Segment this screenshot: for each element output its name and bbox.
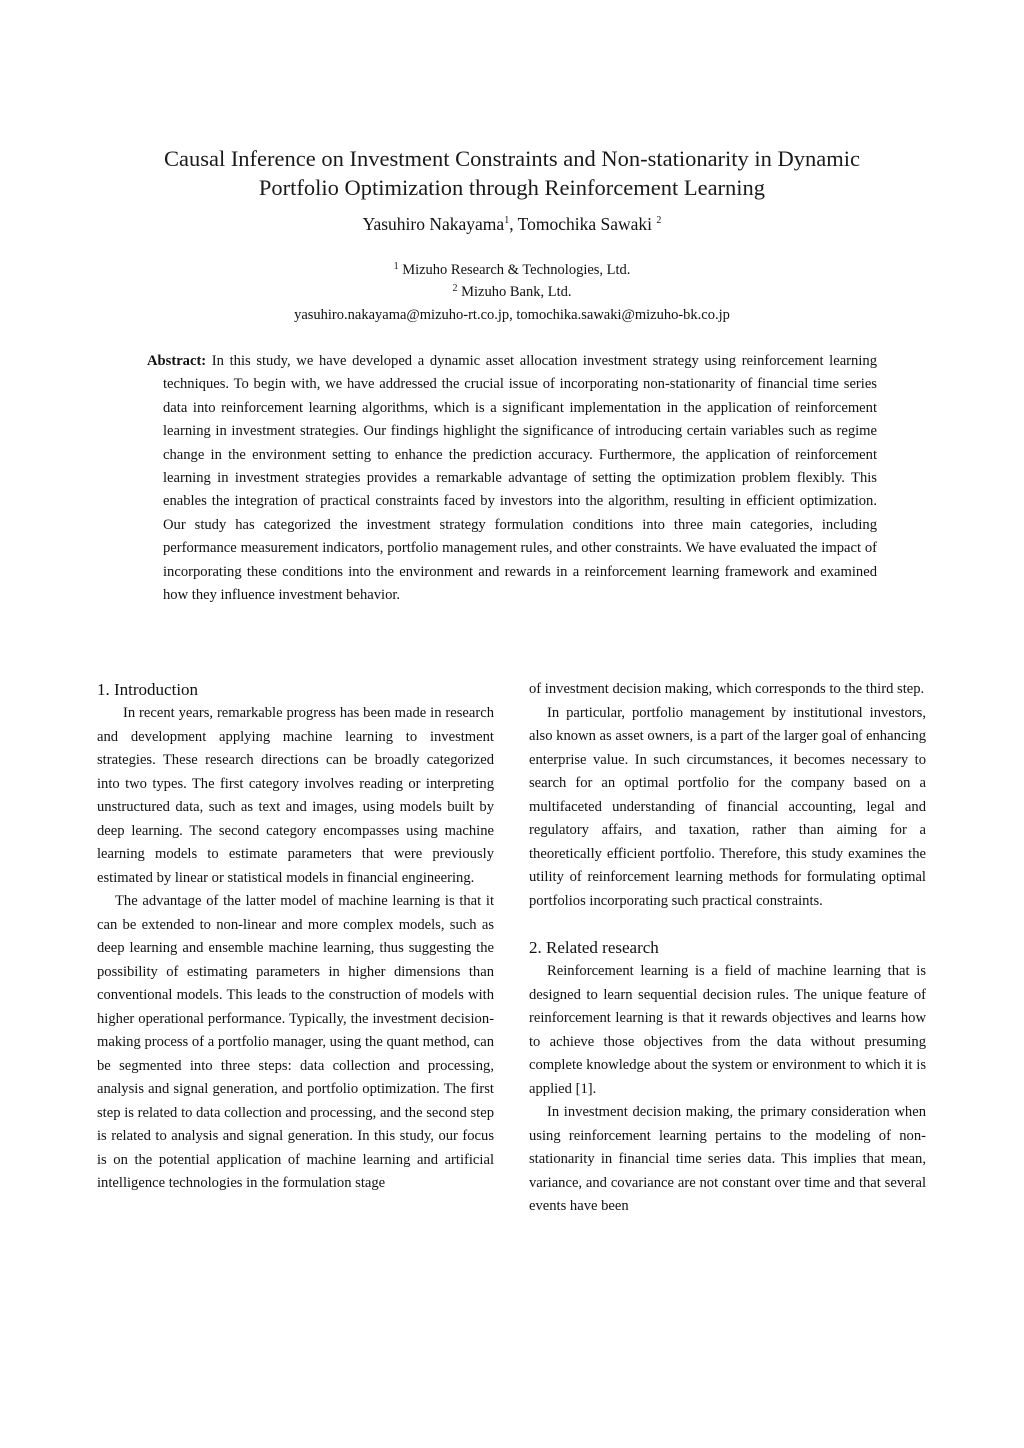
author-1-affiliation-mark: 1: [504, 215, 510, 226]
affiliation-2: [60, 282, 964, 302]
author-list: [60, 211, 964, 237]
affiliation-1: [60, 260, 964, 280]
abstract-paragraph: [147, 350, 877, 607]
related-paragraph-2: In investment decision making, the primary consideration when using reinforcement learning pertains to the modeling of non-stationarity in financial time series data. This implies that mean, variance, and covariance are not constant over time and that several events have been: [529, 1104, 926, 1214]
affiliation-1-name: Mizuho Research & Technologies, Ltd.: [398, 262, 631, 278]
author-2-affiliation-mark: 2: [656, 215, 662, 226]
paper-title: [60, 144, 964, 202]
right-column: [529, 678, 926, 1219]
author-emails: yasuhiro.nakayama@mizuho-rt.co.jp, tomochika.sawaki@mizuho-bk.co.jp: [294, 307, 730, 323]
author-2: Tomochika Sawaki: [517, 214, 657, 234]
intro-paragraph-2-continued: of investment decision making, which corresponds to the third step.: [529, 681, 925, 697]
section-heading-related-research: 2. Related research: [529, 938, 659, 957]
abstract-text: In this study, we have developed a dynamic asset allocation investment strategy using reinforcement learning techniques. To begin with, we have addressed the crucial issue of incorporating non-stationarity of financial time series data into reinforcement learning algorithms, which is a significant implementation in the application of reinforcement learning in investment strategies. Our findings highlight the significance of introducing certain variables such as regime change in the environment setting to enhance the prediction accuracy. Furthermore, the application of reinforcement learning in investment strategies provides a remarkable advantage of setting the optimization problem flexibly. This enables the integration of practical constraints faced by investors into the algorithm, resulting in efficient optimization. Our study has categorized the investment strategy formulation conditions into three main categories, including performance measurement indicators, portfolio management rules, and other constraints. We have evaluated the impact of incorporating these conditions into the environment and rewards in a reinforcement learning framework and examined how they influence investment behavior.: [163, 353, 877, 604]
intro-paragraph-2: The advantage of the latter model of machine learning is that it can be extended to non-linear and more complex models, such as deep learning and ensemble machine learning, thus suggesting the possibility of estimating parameters in higher dimensions than conventional models. This leads to the construction of models with higher operational performance. Typically, the investment decision-making process of a portfolio manager, using the quant method, can be segmented into three steps: data collection and processing, analysis and signal generation, and portfolio optimization. The first step is related to data collection and processing, and the second step is related to analysis and signal generation. In this study, our focus is on the potential application of machine learning and artificial intelligence technologies in the formulation stage: [97, 893, 494, 1191]
section-heading-introduction: 1. Introduction: [97, 680, 199, 699]
author-1: Yasuhiro Nakayama: [362, 214, 505, 234]
intro-paragraph-1: In recent years, remarkable progress has been made in research and development applying machine learning to investment strategies. These research directions can be broadly categorized into two types. The first category involves reading or interpreting unstructured data, such as text and images, using models built by deep learning. The second category encompasses using machine learning models to estimate parameters that were previously estimated by linear or statistical models in financial engineering.: [97, 705, 494, 886]
abstract-label: Abstract:: [147, 353, 207, 369]
affiliation-1-mark: 1: [393, 261, 399, 272]
title-line-2: Portfolio Optimization through Reinforcement Learning: [258, 175, 766, 200]
author-separator: ,: [509, 214, 518, 234]
intro-paragraph-3: In particular, portfolio management by institutional investors, also known as asset owners, is a part of the larger goal of enhancing enterprise value. In such circumstances, it becomes necessary to search for an optimal portfolio for the company based on a multifaceted understanding of financial accounting, legal and regulatory affairs, and taxation, rather than aiming for a theoretically efficient portfolio. Therefore, this study examines the utility of reinforcement learning methods for formulating optimal portfolios incorporating such practical constraints.: [529, 704, 926, 909]
related-paragraph-1: Reinforcement learning is a field of machine learning that is designed to learn sequential decision rules. The unique feature of reinforcement learning is that it rewards objectives and learns how to achieve those objectives from the data without presuming complete knowledge about the system or environment to which it is applied [1].: [529, 963, 926, 1097]
left-column: [97, 678, 494, 1196]
abstract: [147, 350, 877, 607]
affiliation-2-name: Mizuho Bank, Ltd.: [457, 284, 572, 300]
affiliation-2-mark: 2: [452, 283, 458, 294]
title-line-1: Causal Inference on Investment Constraints and Non-stationarity in Dynamic: [163, 146, 861, 171]
section-spacer: [529, 913, 926, 936]
